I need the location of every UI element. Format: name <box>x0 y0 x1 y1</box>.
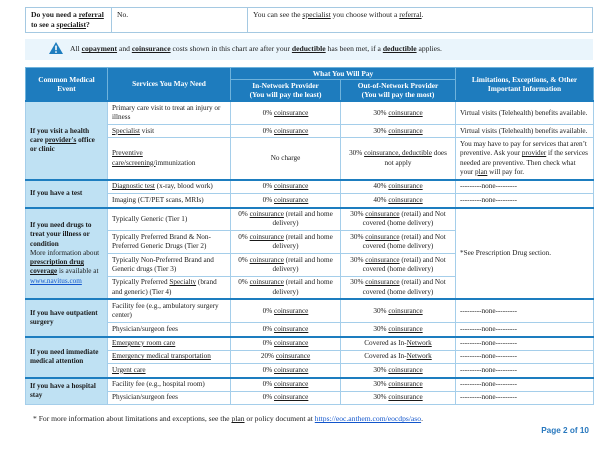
limitations-cell: ---------none--------- <box>456 378 594 392</box>
in-network-cost-cell: 0% coinsurance <box>231 391 341 404</box>
medical-event-cell: If you have a test <box>26 180 108 208</box>
service-cell: Specialist visit <box>108 125 231 138</box>
referral-question: Do you need a referral to see a specialist? <box>26 8 112 33</box>
out-of-network-cost-cell: 30% coinsurance <box>341 378 456 392</box>
medical-event-cell: If you need drugs to treat your illness or condition More information about prescription drug coverage is available at www.navitus.com <box>26 208 108 300</box>
out-of-network-cost-cell: 30% coinsurance <box>341 391 456 404</box>
in-network-cost-cell: 0% coinsurance (retail and home delivery) <box>231 231 341 254</box>
in-network-cost-cell: 0% coinsurance (retail and home delivery) <box>231 208 341 231</box>
out-of-network-cost-cell: Covered as In-Network <box>341 337 456 351</box>
limitations-cell: ---------none--------- <box>456 337 594 351</box>
out-of-network-cost-cell: 30% coinsurance <box>341 364 456 378</box>
referral-description: You can see the specialist you choose without a referral. <box>248 8 593 33</box>
out-of-network-title: Out-of-Network Provider <box>357 80 439 90</box>
service-cell: Typically Preferred Brand & Non-Preferred Generic Drugs (Tier 2) <box>108 231 231 254</box>
benefits-table-body <box>26 101 594 404</box>
service-cell: Physician/surgeon fees <box>108 391 231 404</box>
header-common-medical-event: Common Medical Event <box>26 67 108 101</box>
medical-event-cell: If you have a hospital stay <box>26 378 108 405</box>
benefits-table-header <box>26 67 594 101</box>
service-cell: Typically Preferred Specialty (brand and generic) (Tier 4) <box>108 276 231 299</box>
table-row <box>26 323 594 337</box>
table-row <box>26 378 594 392</box>
out-of-network-cost-cell: 30% coinsurance (retail) and Not covered (home delivery) <box>341 231 456 254</box>
in-network-cost-cell: 0% coinsurance (retail and home delivery) <box>231 276 341 299</box>
in-network-cost-cell: 0% coinsurance <box>231 101 341 124</box>
out-of-network-subtitle: (You will pay the most) <box>361 90 435 100</box>
service-cell: Physician/surgeon fees <box>108 323 231 337</box>
medical-event-cell: If you have outpatient surgery <box>26 299 108 336</box>
in-network-cost-cell: 0% coinsurance <box>231 194 341 208</box>
in-network-cost-cell: 0% coinsurance <box>231 364 341 378</box>
table-row <box>26 350 594 363</box>
in-network-cost-cell: 0% coinsurance <box>231 299 341 322</box>
table-row <box>26 125 594 138</box>
table-row <box>26 194 594 208</box>
notice-text: All copayment and coinsurance costs shown in this chart are after your deductible has been met, if a deductible applies. <box>70 44 442 54</box>
service-cell: Diagnostic test (x-ray, blood work) <box>108 180 231 194</box>
table-row <box>26 101 594 124</box>
header-limitations-exceptions: Limitations, Exceptions, & Other Important Information <box>456 67 594 101</box>
header-in-network-provider <box>231 79 341 101</box>
referral-question-table <box>25 7 593 33</box>
in-network-cost-cell: 0% coinsurance <box>231 378 341 392</box>
in-network-cost-cell: 0% coinsurance <box>231 125 341 138</box>
deductible-notice-bar <box>25 39 593 60</box>
out-of-network-cost-cell: 30% coinsurance <box>341 101 456 124</box>
out-of-network-cost-cell: 30% coinsurance (retail) and Not covered (home delivery) <box>341 208 456 231</box>
in-network-subtitle: (You will pay the least) <box>249 90 322 100</box>
out-of-network-cost-cell: 30% coinsurance <box>341 299 456 322</box>
limitations-cell: You may have to pay for services that aren’t preventive. Ask your provider if the services needed are preventive. Then check what your plan will pay for. <box>456 138 594 180</box>
in-network-cost-cell: 0% coinsurance <box>231 180 341 194</box>
limitations-cell: ---------none--------- <box>456 299 594 322</box>
limitations-cell: ---------none--------- <box>456 180 594 194</box>
out-of-network-cost-cell: Covered as In-Network <box>341 350 456 363</box>
limitations-cell: ---------none--------- <box>456 364 594 378</box>
limitations-cell: Virtual visits (Telehealth) benefits available. <box>456 125 594 138</box>
service-cell: Emergency room care <box>108 337 231 351</box>
out-of-network-cost-cell: 40% coinsurance <box>341 194 456 208</box>
link[interactable]: https://eoc.anthem.com/eocdps/aso <box>314 414 422 424</box>
out-of-network-cost-cell: 40% coinsurance <box>341 180 456 194</box>
page-indicator: Page 2 of 10 <box>541 426 589 436</box>
service-cell: Emergency medical transportation <box>108 350 231 363</box>
in-network-title: In-Network Provider <box>252 80 319 90</box>
in-network-cost-cell: 0% coinsurance <box>231 323 341 337</box>
out-of-network-cost-cell: 30% coinsurance (retail) and Not covered (home delivery) <box>341 276 456 299</box>
table-row <box>26 138 594 180</box>
limitations-cell: ---------none--------- <box>456 391 594 404</box>
in-network-cost-cell: 20% coinsurance <box>231 350 341 363</box>
limitations-cell: Virtual visits (Telehealth) benefits available. <box>456 101 594 124</box>
referral-answer: No. <box>112 8 248 33</box>
footnote: * For more information about limitations and exceptions, see the plan or policy document at https://eoc.anthem.com/eocdps/aso. <box>33 414 423 424</box>
limitations-cell: *See Prescription Drug section. <box>456 208 594 300</box>
service-cell: Primary care visit to treat an injury or illness <box>108 101 231 124</box>
header-out-of-network-provider <box>341 79 456 101</box>
service-cell: Imaging (CT/PET scans, MRIs) <box>108 194 231 208</box>
service-cell: Urgent care <box>108 364 231 378</box>
header-services-you-may-need: Services You May Need <box>108 67 231 101</box>
limitations-cell: ---------none--------- <box>456 350 594 363</box>
service-cell: Facility fee (e.g., ambulatory surgery center) <box>108 299 231 322</box>
table-row <box>26 391 594 404</box>
service-cell: Preventive care/screening/immunization <box>108 138 231 180</box>
warning-triangle-icon <box>49 42 63 57</box>
out-of-network-cost-cell: 30% coinsurance (retail) and Not covered (home delivery) <box>341 254 456 277</box>
table-row <box>26 299 594 322</box>
benefits-table <box>25 67 594 406</box>
table-row <box>26 337 594 351</box>
medical-event-cell: If you need immediate medical attention <box>26 337 108 378</box>
in-network-cost-cell: 0% coinsurance (retail and home delivery) <box>231 254 341 277</box>
header-what-you-will-pay: What You Will Pay <box>231 67 456 79</box>
link[interactable]: www.navitus.com <box>30 276 82 285</box>
table-row <box>26 208 594 231</box>
out-of-network-cost-cell: 30% coinsurance, deductible does not apply <box>341 138 456 180</box>
in-network-cost-cell: No charge <box>231 138 341 180</box>
service-cell: Facility fee (e.g., hospital room) <box>108 378 231 392</box>
medical-event-cell: If you visit a health care provider's office or clinic <box>26 101 108 180</box>
service-cell: Typically Non-Preferred Brand and Generic drugs (Tier 3) <box>108 254 231 277</box>
referral-question-row <box>26 8 593 33</box>
limitations-cell: ---------none--------- <box>456 323 594 337</box>
table-row <box>26 180 594 194</box>
service-cell: Typically Generic (Tier 1) <box>108 208 231 231</box>
out-of-network-cost-cell: 30% coinsurance <box>341 125 456 138</box>
out-of-network-cost-cell: 30% coinsurance <box>341 323 456 337</box>
in-network-cost-cell: 0% coinsurance <box>231 337 341 351</box>
table-row <box>26 364 594 378</box>
limitations-cell: ---------none--------- <box>456 194 594 208</box>
